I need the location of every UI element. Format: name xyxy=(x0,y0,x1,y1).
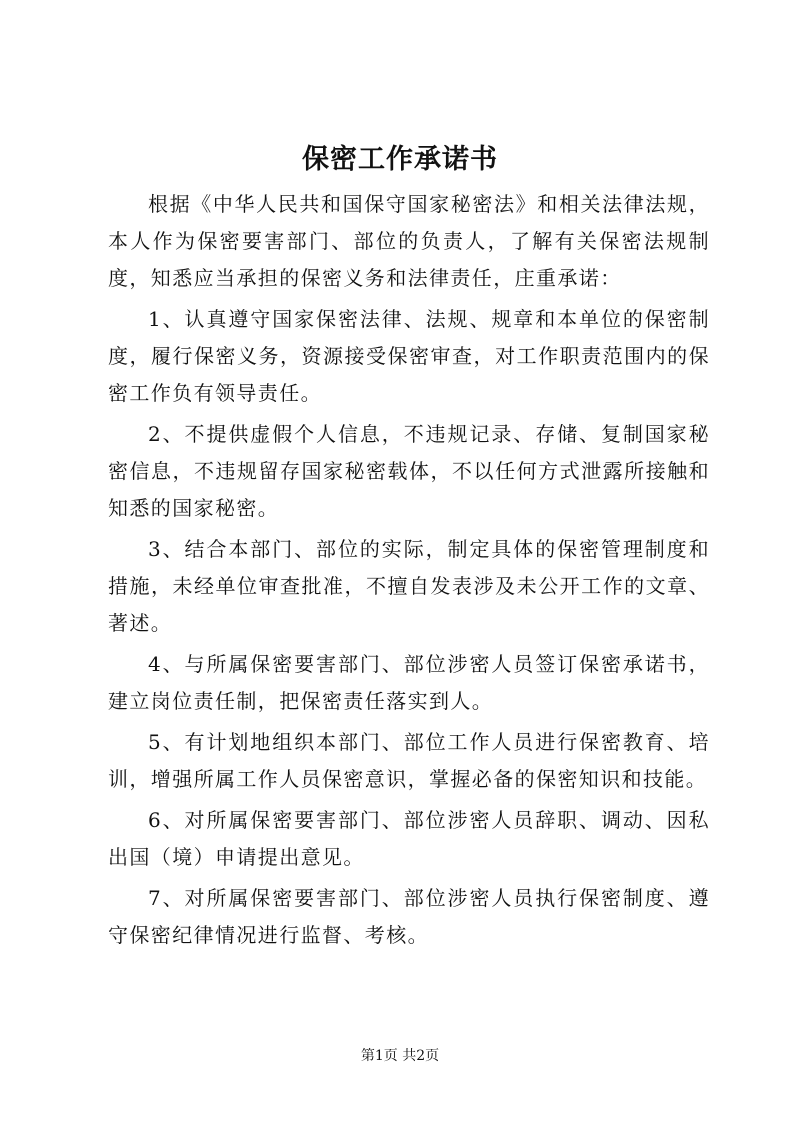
page-number-footer: 第1页 共2页 xyxy=(360,1048,440,1064)
paragraph-item-5: 5、有计划地组织本部门、部位工作人员进行保密教育、培训，增强所属工作人员保密意识，掌握必备的保密知识和技能。 xyxy=(108,730,710,791)
paragraph-intro: 根据《中华人民共和国保守国家秘密法》和相关法律法规，本人作为保密要害部门、部位的负责人，了解有关保密法规制度，知悉应当承担的保密义务和法律责任，庄重承诺： xyxy=(108,192,710,290)
paragraph-item-7: 7、对所属保密要害部门、部位涉密人员执行保密制度、遵守保密纪律情况进行监督、考核。 xyxy=(108,886,710,947)
paragraph-item-3: 3、结合本部门、部位的实际，制定具体的保密管理制度和措施，未经单位审查批准，不擅自发表涉及未公开工作的文章、著述。 xyxy=(108,537,710,635)
document-body xyxy=(108,186,710,958)
document-title: 保密工作承诺书 xyxy=(302,144,498,175)
paragraph-item-2: 2、不提供虚假个人信息，不违规记录、存储、复制国家秘密信息，不违规留存国家秘密载体，不以任何方式泄露所接触和知悉的国家秘密。 xyxy=(108,422,710,520)
paragraph-item-1: 1、认真遵守国家保密法律、法规、规章和本单位的保密制度，履行保密义务，资源接受保密审查，对工作职责范围内的保密工作负有领导责任。 xyxy=(108,307,710,405)
paragraph-item-6: 6、对所属保密要害部门、部位涉密人员辞职、调动、因私出国（境）申请提出意见。 xyxy=(108,808,710,869)
paragraph-item-4: 4、与所属保密要害部门、部位涉密人员签订保密承诺书，建立岗位责任制，把保密责任落实到人。 xyxy=(108,652,710,713)
